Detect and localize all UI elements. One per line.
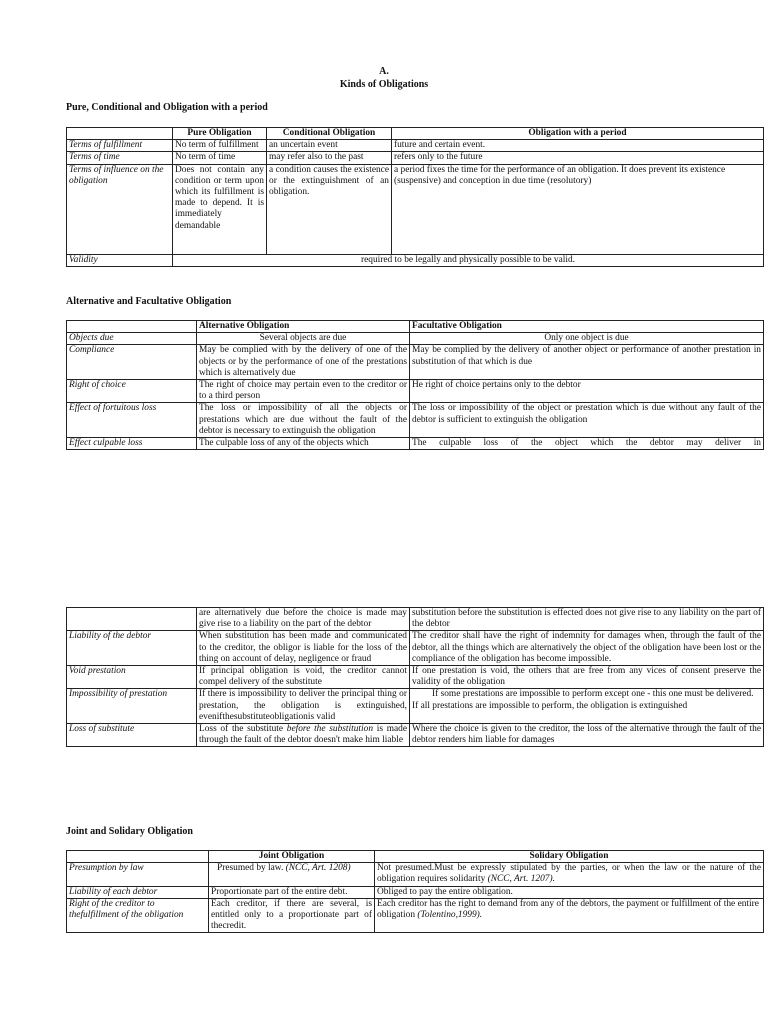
- table-row: [67, 608, 764, 631]
- cell-facultative: He right of choice pertains only to the debtor: [410, 380, 764, 403]
- text-run: Loss of the substitute: [199, 724, 287, 735]
- section-letter: A.: [379, 66, 389, 77]
- cell-joint: [209, 863, 375, 886]
- table-row: [67, 140, 764, 152]
- text-run: Presumed by law.: [217, 863, 286, 874]
- cell-pure: No term of fulfillment: [173, 140, 267, 152]
- row-label: Validity: [67, 254, 173, 266]
- table-row: [67, 898, 764, 933]
- cell-alternative: Several objects are due: [197, 333, 410, 345]
- cell-alternative: May be complied with by the delivery of one of the objects or by the performance of one of the prestations which is alternatively due: [197, 345, 410, 380]
- text-run-italic: (NCC, Art. 1207).: [487, 874, 555, 885]
- row-label: Liability of the debtor: [67, 631, 197, 666]
- col-header-facultative: Facultative Obligation: [410, 321, 764, 333]
- cell-solidary: Obliged to pay the entire obligation.: [375, 886, 764, 898]
- row-label: Terms of fulfillment: [67, 140, 173, 152]
- row-label: Compliance: [67, 345, 197, 380]
- cell-facultative: May be complied by the delivery of another object or performance of another prestation in substitution of that which is due: [410, 345, 764, 380]
- row-label: Void prestation: [67, 666, 197, 689]
- cell-joint: Each creditor, if there are several, is entitled only to a proportionate part of thecredit.: [209, 898, 375, 933]
- text-run-italic: before the substitution: [286, 724, 374, 735]
- cell-facultative: The creditor shall have the right of indemnity for damages when, through the fault of the debtor, all the things which are alternatively the object of the obligation have been lost or the compliance of the obligation has become impossible.: [410, 631, 764, 666]
- col-header-alternative: Alternative Obligation: [197, 321, 410, 333]
- table-row: [67, 164, 764, 254]
- table-alternative-facultative: [66, 320, 764, 450]
- table-row: [67, 666, 764, 689]
- table-alternative-facultative-continued: [66, 607, 764, 747]
- cell-pure: No term of time: [173, 152, 267, 164]
- col-header-pure: Pure Obligation: [173, 128, 267, 140]
- text-run: Not presumed.Must be expressly stipulated by the parties, or when the law or the nature of the obligation requires solidarity: [377, 863, 761, 885]
- cell-facultative: The loss or impossibility of the object or prestation which is due without any fault of the debtor is sufficient to extinguish the obligation: [410, 403, 764, 438]
- table-pure-conditional-period: [66, 127, 764, 267]
- text-run-italic: (NCC, Art. 1208): [285, 863, 351, 874]
- cell-period: future and certain event.: [392, 140, 764, 152]
- cell-alternative: [197, 724, 410, 747]
- table-row: [67, 152, 764, 164]
- cell-alternative: If there is impossibility to deliver the principal thing or prestation, the obligation is extinguished, evenifthesubstituteobligationis valid: [197, 689, 410, 724]
- section-title-alternative-facultative: Alternative and Facultative Obligation: [66, 296, 232, 307]
- cell-alternative: When substitution has been made and communicated to the creditor, the obligor is liable for the loss of the thing on account of delay, negligence or fraud: [197, 631, 410, 666]
- table-row: [67, 380, 764, 403]
- cell-period: refers only to the future: [392, 152, 764, 164]
- table-row: [67, 438, 764, 450]
- row-label: Liability of each debtor: [67, 886, 209, 898]
- cell-joint: Proportionate part of the entire debt.: [209, 886, 375, 898]
- row-label: Loss of substitute: [67, 724, 197, 747]
- row-label: Effect of fortuitous loss: [67, 403, 197, 438]
- col-header-conditional: Conditional Obligation: [267, 128, 392, 140]
- table-row: [67, 403, 764, 438]
- table-joint-solidary: [66, 850, 764, 933]
- row-label: Right of choice: [67, 380, 197, 403]
- cell-alternative: If principal obligation is void, the creditor cannot compel delivery of the substitute: [197, 666, 410, 689]
- text-run: Each creditor has the right to demand from any of the debtors, the payment or fulfillment of the entire obligation: [377, 898, 759, 921]
- table-row: [67, 863, 764, 886]
- cell-facultative: Where the choice is given to the creditor, the loss of the alternative through the fault of the debtor renders him liable for damages: [410, 724, 764, 747]
- table-row: [67, 254, 764, 266]
- cell-solidary: [375, 863, 764, 886]
- facultative-impossibility-some: If some prestations are impossible to perform except one - this one must be delivered.: [432, 689, 754, 700]
- row-label: Right of the creditor to thefulfillment of the obligation: [67, 898, 209, 933]
- cell-facultative: [410, 689, 764, 724]
- facultative-impossibility-all: If all prestations are impossible to perform, the obligation is extinguished: [412, 700, 688, 711]
- cell-period: a period fixes the time for the performance of an obligation. It does prevent its existence (suspensive) and conception in due time (resolutory): [392, 164, 764, 254]
- cell-validity: required to be legally and physically possible to be valid.: [173, 254, 764, 266]
- table-row: [67, 724, 764, 747]
- cell-alternative: are alternatively due before the choice is made may give rise to a liability on the part of the debtor: [197, 608, 410, 631]
- cell-facultative: substitution before the substitution is effected does not give rise to any liability on the part of the debtor: [410, 608, 764, 631]
- col-header-period: Obligation with a period: [392, 128, 764, 140]
- table-row: [67, 333, 764, 345]
- row-label: [67, 608, 197, 631]
- section-title-joint-solidary: Joint and Solidary Obligation: [66, 826, 193, 837]
- row-label: Impossibility of prestation: [67, 689, 197, 724]
- cell-conditional: may refer also to the past: [267, 152, 392, 164]
- col-header-solidary: Solidary Obligation: [375, 851, 764, 863]
- table-header-row: [67, 851, 764, 863]
- cell-facultative: The culpable loss of the object which the debtor may deliver in: [410, 438, 764, 450]
- table-header-row: [67, 321, 764, 333]
- row-label: Terms of influence on the obligation: [67, 164, 173, 254]
- section-title-pure-conditional: Pure, Conditional and Obligation with a period: [66, 102, 268, 113]
- text-run-italic: (Tolentino,1999).: [417, 910, 483, 921]
- text-run: is made through the fault of the debtor doesn't make him liable: [199, 724, 407, 746]
- row-label: Terms of time: [67, 152, 173, 164]
- table-header-row: [67, 128, 764, 140]
- cell-alternative: The culpable loss of any of the objects which: [197, 438, 410, 450]
- table-row: [67, 631, 764, 666]
- page-title: Kinds of Obligations: [339, 79, 429, 90]
- row-label: Presumption by law: [67, 863, 209, 886]
- cell-pure: Does not contain any condition or term upon which its fulfillment is made to depend. It is immediately demandable: [173, 164, 267, 254]
- cell-conditional: a condition causes the existence or the extinguishment of an obligation.: [267, 164, 392, 254]
- table-row: [67, 689, 764, 724]
- col-header-joint: Joint Obligation: [209, 851, 375, 863]
- cell-alternative: The loss or impossibility of all the objects or prestations which are due without the fault of the debtor is necessary to extinguish the obligation: [197, 403, 410, 438]
- cell-facultative: Only one object is due: [410, 333, 764, 345]
- table-row: [67, 886, 764, 898]
- table-row: [67, 345, 764, 380]
- cell-facultative: If one prestation is void, the others that are free from any vices of consent preserve the validity of the obligation: [410, 666, 764, 689]
- row-label: Effect culpable loss: [67, 438, 197, 450]
- row-label: Objects due: [67, 333, 197, 345]
- cell-conditional: an uncertain event: [267, 140, 392, 152]
- cell-solidary: [375, 898, 764, 933]
- cell-alternative: The right of choice may pertain even to the creditor or to a third person: [197, 380, 410, 403]
